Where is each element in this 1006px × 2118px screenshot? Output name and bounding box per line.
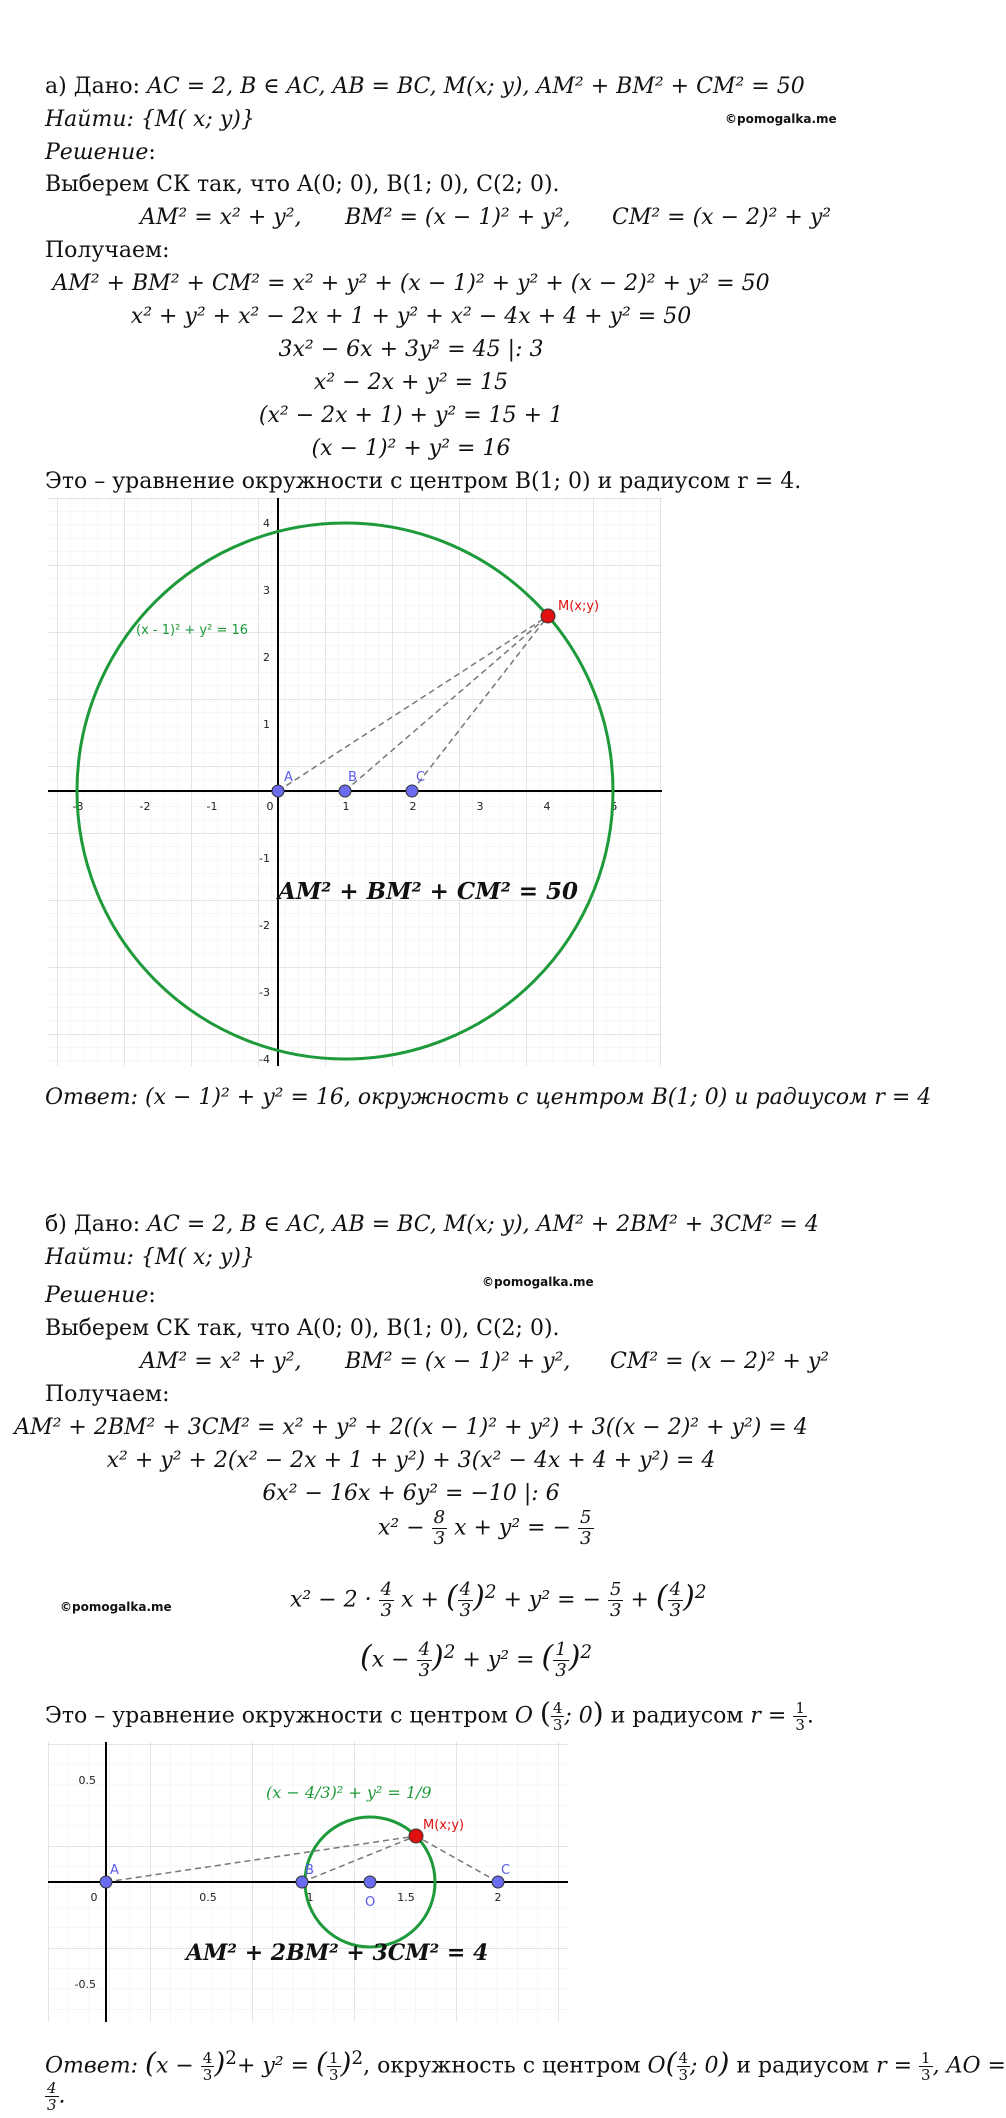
equation-b-6: (x − $\frac{4}{3}$ )$^2$ + y² = ( $\frac{1}{3}$ )$^2$	[360, 1639, 593, 1681]
choose-cs-a: Выберем СК так, что A(0; 0), B(1; 0), C(2; 0).	[45, 172, 560, 197]
point-m	[541, 609, 555, 623]
denominator: 3	[418, 1660, 431, 1681]
equation-b-2: x² + y² + 2(x² − 2x + 1 + y²) + 3(x² − 4x + 4 + y²) = 4	[106, 1448, 716, 1473]
numerator: 1	[795, 1699, 805, 1717]
answer-b: Ответ: (x − $\frac{4}{3}$ )$^2$+ y² = ( $\frac{1}{3}$ )$^2$, окружность с центром O( $\frac{4}{3}$ ; 0) и радиусом r = $\frac{1}{3}$ , AO =	[45, 2046, 1006, 2084]
point-b-label: B	[305, 1863, 314, 1878]
center-label: O	[514, 1703, 533, 1729]
circle-equation-label: (x - 1)² + y² = 16	[136, 623, 249, 638]
solution-line-b	[45, 1283, 156, 1309]
find-label: Найти	[45, 107, 127, 132]
x-tick: -3	[72, 800, 84, 813]
answer-label: Ответ:	[45, 2053, 138, 2079]
denominator: 3	[202, 2065, 213, 2084]
eq-part: x −	[155, 2053, 194, 2079]
eq-part: + y² =	[462, 1647, 535, 1673]
denominator: 3	[678, 2065, 689, 2084]
given-line-a	[45, 74, 805, 100]
fraction	[379, 1580, 394, 1621]
bm-formula-b: BM² = (x − 1)² + y²,	[345, 1349, 571, 1374]
solution-label: Решение	[45, 1283, 149, 1308]
choose-cs-b: Выберем СК так, что A(0; 0), B(1; 0), C(2; 0).	[45, 1316, 560, 1341]
x-tick: 2	[409, 800, 417, 813]
x-tick: -2	[139, 800, 151, 813]
equation-a-6: (x − 1)² + y² = 16	[311, 436, 511, 461]
answer-text: (x − 1)² + y² = 16, окружность с центром B(1; 0) и радиусом r = 4	[145, 1085, 932, 1110]
answer-b-continuation	[45, 2080, 66, 2113]
center-label: O	[647, 2053, 666, 2079]
sum-equation-label: AM² + 2BM² + 3CM² = 4	[186, 1940, 489, 1966]
eq-part: x −	[371, 1647, 410, 1673]
x-tick: 2	[494, 1891, 502, 1904]
point-o	[364, 1876, 376, 1888]
text: и радиусом	[736, 2053, 870, 2079]
fraction	[417, 1640, 432, 1681]
denominator: 3	[459, 1600, 472, 1621]
point-a	[272, 785, 284, 797]
equation-b-4	[378, 1508, 594, 1549]
point-a-label: A	[284, 770, 293, 785]
colon: :	[148, 140, 156, 165]
numerator: 1	[921, 2048, 931, 2067]
answer-a	[45, 1085, 931, 1111]
watermark: ©pomogalka.me	[60, 1600, 172, 1614]
paren: )	[592, 1696, 604, 1730]
given-expression: AC = 2, B ∈ AC, AB = BC, M(x; y), AM² + BM² + CM² = 50	[147, 74, 805, 99]
conclusion-b: Это – уравнение окружности с центром O ( $\frac{4}{3}$ ; 0) и радиусом r = $\frac{1}{3}$ .	[45, 1696, 814, 1734]
fraction	[327, 2050, 341, 2083]
watermark: ©pomogalka.me	[725, 112, 837, 126]
numerator: 4	[459, 1579, 472, 1600]
denominator: 3	[580, 1528, 592, 1549]
fraction	[919, 2050, 933, 2083]
conclusion-a: Это – уравнение окружности с центром B(1; 0) и радиусом r = 4.	[45, 469, 802, 494]
numerator: 1	[555, 1639, 567, 1660]
y-tick: 0.5	[78, 1774, 96, 1787]
find-line-b	[45, 1245, 255, 1271]
x-tick: 4	[543, 800, 551, 813]
find-line-a	[45, 107, 255, 133]
numerator: 4	[552, 1699, 563, 1717]
numerator: 8	[433, 1507, 446, 1528]
circle-equation-label: (x − 4/3)² + y² = 1/9	[266, 1783, 432, 1802]
y-tick: 4	[263, 517, 270, 530]
equation-a-5: (x² − 2x + 1) + y² = 15 + 1	[258, 403, 564, 428]
find-expression: : {M( x; y)}	[126, 107, 255, 132]
text: Это – уравнение окружности с центром	[45, 1703, 508, 1729]
equation-a-1: AM² + BM² + CM² = x² + y² + (x − 1)² + y² + (x − 2)² + y² = 50	[52, 271, 770, 296]
point-c-label: C	[501, 1863, 511, 1878]
y-tick: -1	[259, 852, 270, 865]
y-tick: 1	[263, 718, 270, 731]
point-c	[406, 785, 418, 797]
denominator: 3	[380, 1600, 393, 1621]
denominator: 3	[795, 1716, 805, 1734]
text: , AO =	[932, 2053, 1006, 2079]
given-expression: AC = 2, B ∈ AC, AB = BC, M(x; y), AM² + 2BM² + 3CM² = 4	[147, 1212, 819, 1237]
numerator: 4	[669, 1579, 682, 1600]
numerator: 5	[610, 1579, 622, 1600]
equation-a-3: 3x² − 6x + 3y² = 45 |: 3	[278, 337, 544, 362]
eq-part: x +	[401, 1587, 439, 1613]
numerator: 1	[328, 2048, 339, 2067]
paren: (	[541, 1639, 554, 1675]
eq-part: x² −	[378, 1515, 425, 1541]
equation-b-3: 6x² − 16x + 6y² = −10 |: 6	[262, 1481, 560, 1506]
fraction	[432, 1508, 447, 1549]
cm-formula-b: CM² = (x − 2)² + y²	[610, 1349, 830, 1374]
x-tick: 0	[90, 1891, 98, 1904]
colon: :	[148, 1283, 156, 1308]
x-tick: 5	[610, 800, 618, 813]
get-label-a: Получаем:	[45, 238, 170, 263]
eq-part: x² − 2 ·	[290, 1587, 372, 1613]
bm-formula-a: BM² = (x − 1)² + y²,	[345, 205, 571, 230]
denominator: 3	[328, 2065, 339, 2084]
text: и радиусом	[610, 1703, 744, 1729]
get-label-b: Получаем:	[45, 1382, 170, 1407]
denominator: 3	[47, 2096, 57, 2114]
solution-line-a	[45, 140, 156, 166]
y-tick: -0.5	[74, 1978, 96, 1991]
given-line-b	[45, 1212, 819, 1238]
point-b	[339, 785, 351, 797]
cm-formula-a: CM² = (x − 2)² + y²	[612, 205, 832, 230]
paren: )	[568, 1639, 581, 1675]
find-label: Найти	[45, 1245, 127, 1270]
fraction	[793, 1700, 807, 1733]
numerator: 5	[580, 1507, 592, 1528]
point-a-label: A	[110, 1863, 119, 1878]
y-tick: 2	[263, 651, 270, 664]
denominator: 3	[921, 2065, 931, 2084]
x-tick: 1.5	[397, 1891, 415, 1904]
x-tick: 3	[476, 800, 484, 813]
x-tick: 1	[342, 800, 350, 813]
point-m	[409, 1829, 423, 1843]
numerator: 4	[202, 2048, 213, 2067]
x-tick: 0	[266, 800, 274, 813]
fraction	[45, 2080, 59, 2113]
radius-label: r =	[750, 1703, 787, 1729]
answer-label: Ответ:	[45, 1085, 138, 1110]
fraction	[668, 1580, 683, 1621]
fraction	[677, 2050, 691, 2083]
denominator: 3	[555, 1660, 567, 1681]
eq-part: + y² =	[236, 2053, 310, 2079]
equation-a-2: x² + y² + x² − 2x + 1 + y² + x² − 4x + 4 + y² = 50	[130, 304, 692, 329]
x-tick: 0.5	[199, 1891, 217, 1904]
solution-label: Решение	[45, 140, 149, 165]
fraction	[578, 1508, 593, 1549]
eq-part: x + y² = −	[454, 1515, 572, 1541]
given-label: б) Дано:	[45, 1212, 141, 1237]
y-tick: -2	[259, 919, 270, 932]
denominator: 3	[610, 1600, 622, 1621]
equation-b-1: AM² + 2BM² + 3CM² = x² + y² + 2((x − 1)² + y²) + 3((x − 2)² + y²) = 4	[14, 1415, 808, 1440]
point-c-label: C	[416, 770, 426, 785]
am-formula-a: AM² = x² + y²,	[140, 205, 302, 230]
fraction	[608, 1580, 623, 1621]
watermark: ©pomogalka.me	[482, 1275, 594, 1289]
find-expression: : {M( x; y)}	[126, 1245, 255, 1270]
radius-label: r =	[876, 2053, 913, 2079]
paren: (	[539, 1696, 551, 1730]
eq-part: + y² = −	[503, 1587, 602, 1613]
numerator: 4	[678, 2048, 689, 2067]
graph-a	[48, 498, 662, 1066]
equation-b-5: x² − 2 · $\frac{4}{3}$ x + ( $\frac{4}{3}$ )$^2$ + y² = − $\frac{5}{3}$ + ( $\frac{4}{3}$ )$^2$	[290, 1579, 707, 1621]
fraction	[458, 1580, 473, 1621]
paren: )	[683, 1579, 695, 1615]
numerator: 4	[47, 2079, 57, 2097]
x-tick: 1	[306, 1891, 314, 1904]
y-tick: -3	[259, 986, 270, 999]
denominator: 3	[669, 1600, 682, 1621]
numerator: 4	[418, 1639, 431, 1660]
given-label: а) Дано:	[45, 74, 141, 99]
paren: (	[655, 1579, 668, 1615]
fraction	[201, 2050, 215, 2083]
x-tick: -1	[206, 800, 218, 813]
y-tick: -4	[259, 1053, 270, 1066]
am-formula-b: AM² = x² + y²,	[140, 1349, 302, 1374]
point-b-label: B	[348, 770, 357, 785]
point-m-label: M(x;y)	[423, 1818, 465, 1833]
equation-a-4: x² − 2x + y² = 15	[313, 370, 509, 395]
paren: (	[445, 1579, 458, 1615]
text: .	[58, 2083, 66, 2109]
graph-b	[48, 1742, 568, 2022]
fraction	[551, 1700, 565, 1733]
paren: )	[473, 1579, 485, 1615]
paren: (	[360, 1639, 372, 1675]
fraction	[553, 1640, 568, 1681]
denominator: 3	[433, 1528, 446, 1549]
denominator: 3	[552, 1716, 563, 1734]
sum-equation-label: AM² + BM² + CM² = 50	[278, 878, 579, 905]
numerator: 4	[380, 1579, 393, 1600]
y-tick: 3	[263, 584, 270, 597]
paren: )	[432, 1639, 444, 1675]
point-m-label: M(x;y)	[558, 599, 600, 614]
point-o-label: O	[365, 1895, 376, 1910]
eq-part: +	[630, 1587, 649, 1613]
